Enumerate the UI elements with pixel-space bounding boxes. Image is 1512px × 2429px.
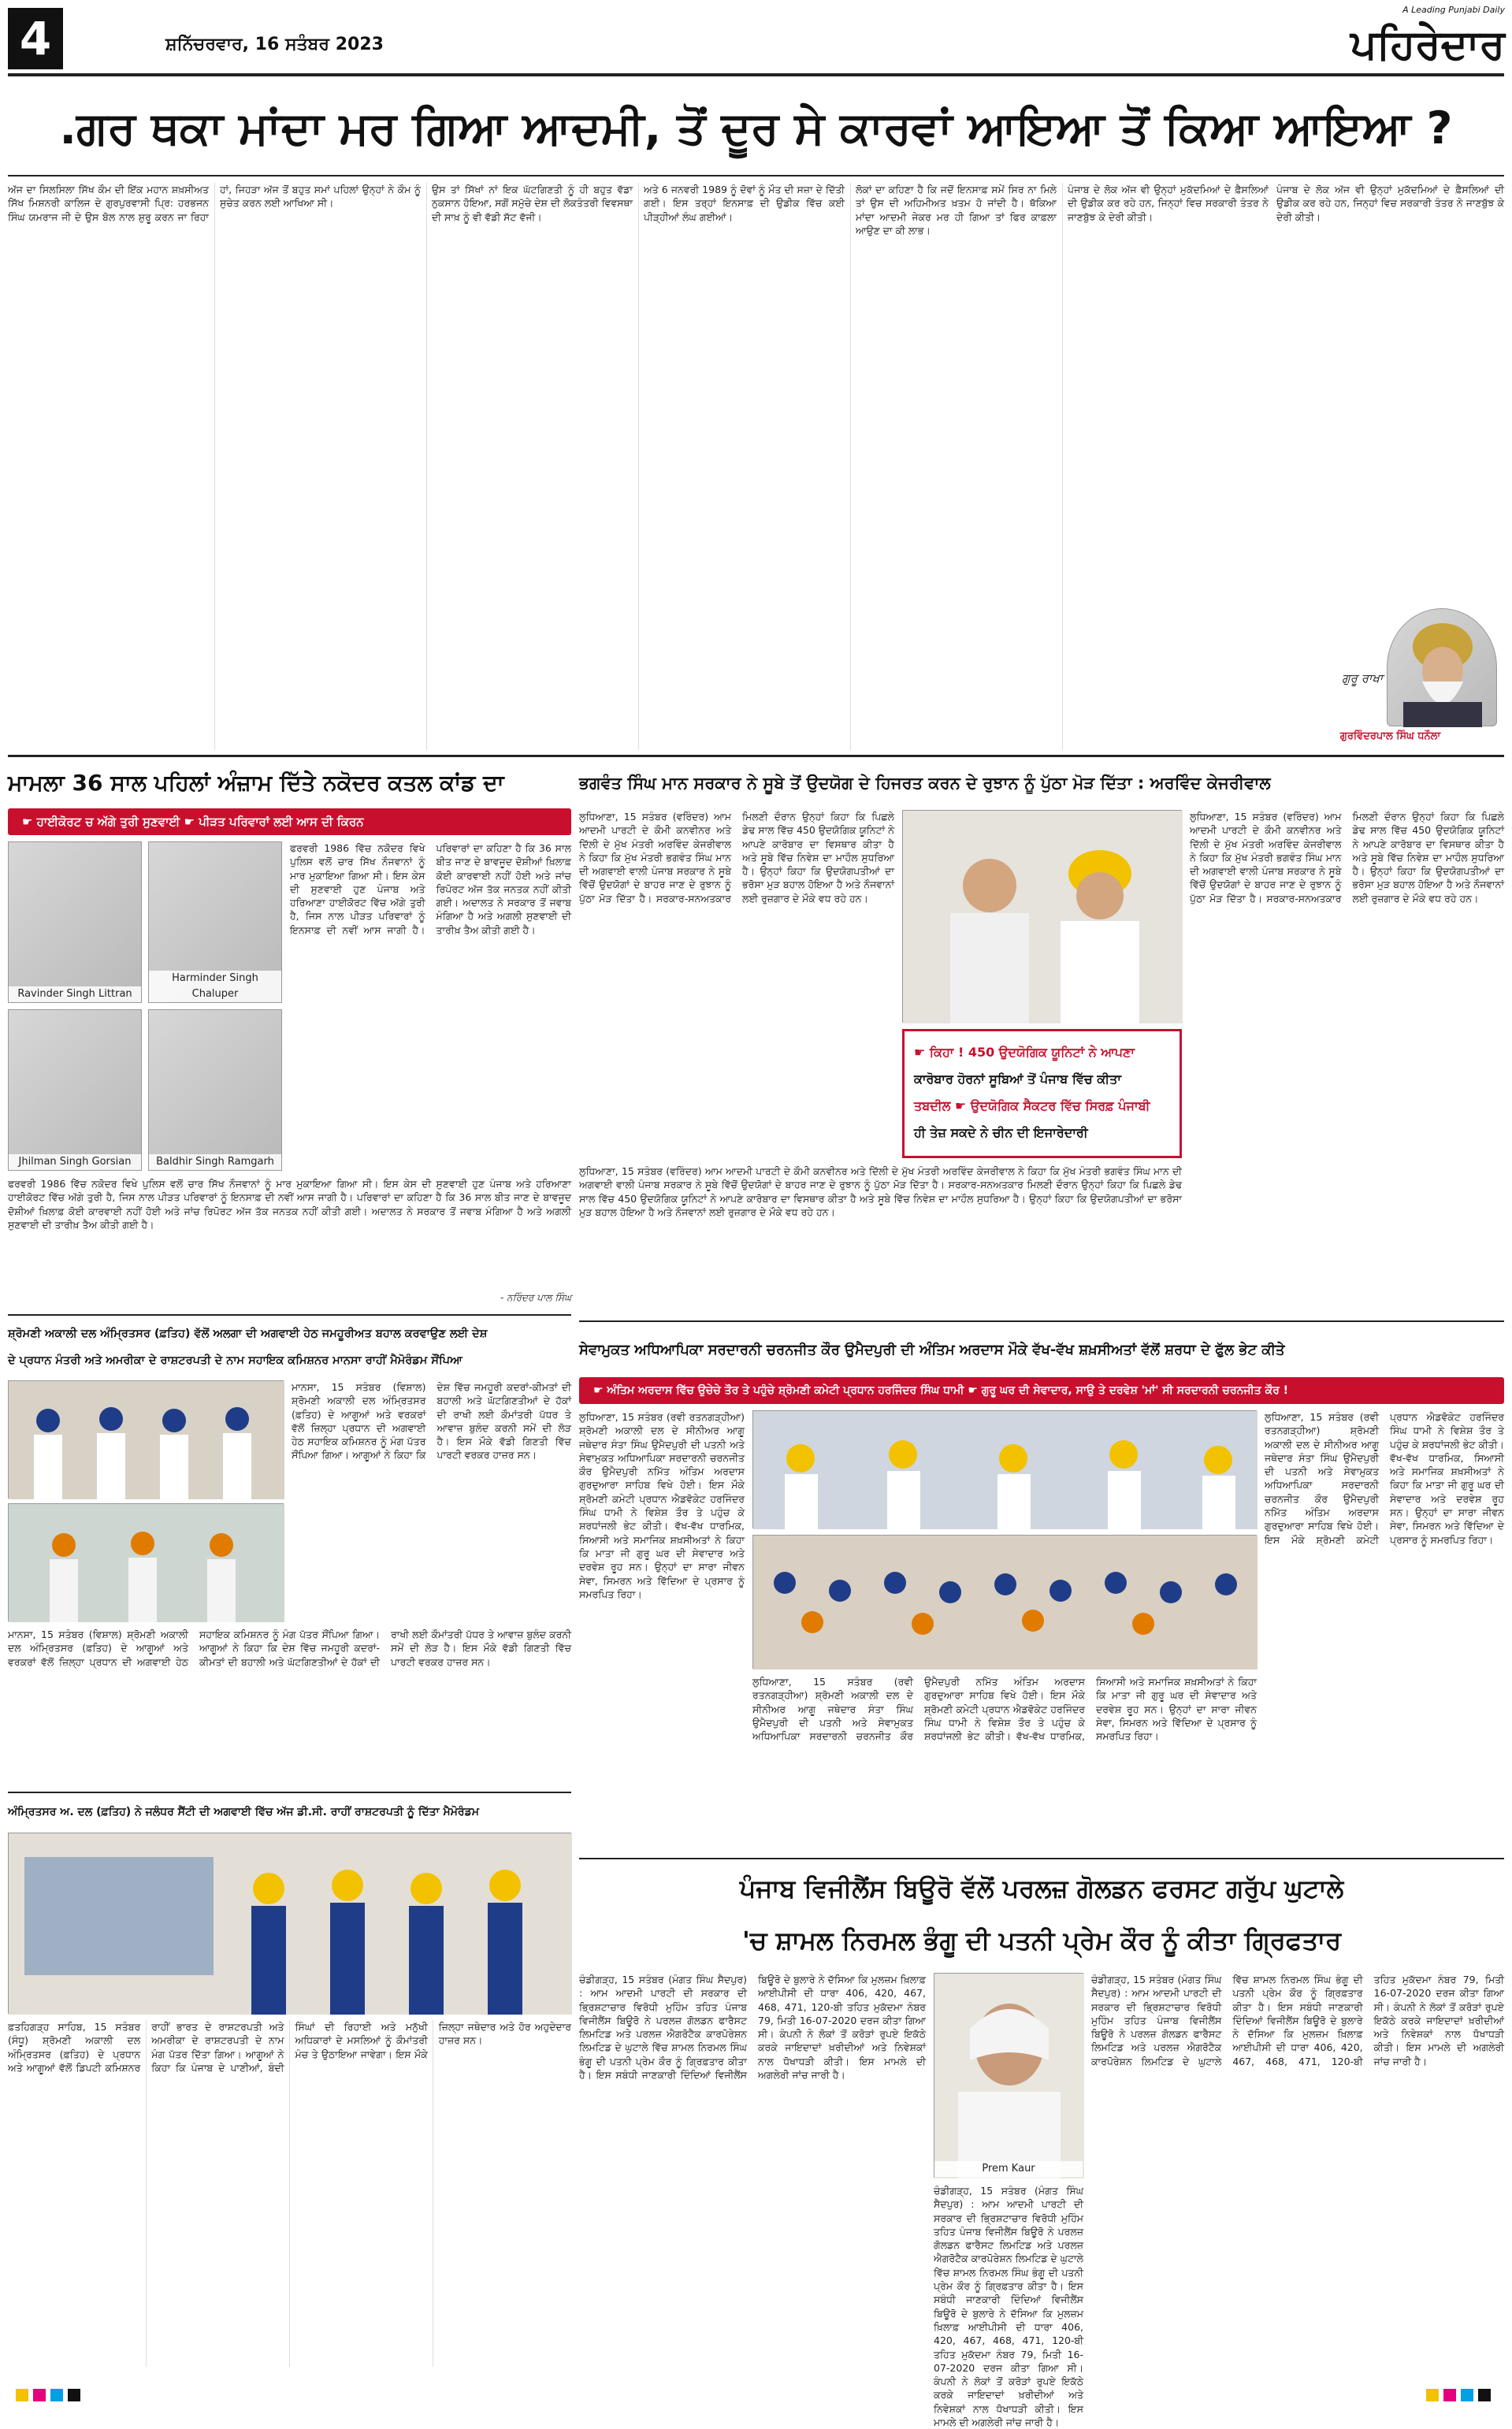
nakodar-byline: - ਨਰਿੰਦਰ ਪਾਲ ਸਿੰਘ — [500, 1292, 571, 1303]
memo-body-right: ਮਾਨਸਾ, 15 ਸਤੰਬਰ (ਵਿਸ਼ਾਲ) ਸ਼੍ਰੋਮਣੀ ਅਕਾਲੀ ਦਲ ਅੰਮ੍ਰਿਤਸਰ (ਫ਼ਤਿਹ) ਦੇ ਆਗੂਆਂ ਅਤੇ ਵਰਕਰਾਂ ਵੱਲੋਂ ਜ਼ਿਲ੍ਹਾ ਪ੍ਰਧਾਨ ਦੀ ਅਗਵਾਈ ਹੇਠ ਸਹਾਇਕ ਕਮਿਸ਼ਨਰ ਨੂੰ ਮੰਗ ਪੱਤਰ ਸੌਂਪਿਆ ਗਿਆ। ਆਗੂਆਂ ਨੇ ਕਿਹਾ ਕਿ ਦੇਸ਼ ਵਿੱਚ ਜਮਹੂਰੀ ਕਦਰਾਂ-ਕੀਮਤਾਂ ਦੀ ਬਹਾਲੀ ਅਤੇ ਘੱਟਗਿਣਤੀਆਂ ਦੇ ਹੱਕਾਂ ਦੀ ਰਾਖੀ ਲਈ ਕੌਮਾਂਤਰੀ ਪੱਧਰ ਤੇ ਆਵਾਜ਼ ਬੁਲੰਦ ਕਰਨੀ ਸਮੇਂ ਦੀ ਲੋੜ ਹੈ। ਇਸ ਮੌਕੇ ਵੱਡੀ ਗਿਣਤੀ ਵਿੱਚ ਪਾਰਟੀ ਵਰਕਰ ਹਾਜ਼ਰ ਸਨ। — [292, 1381, 571, 1461]
ardas-body-bottom: ਲੁਧਿਆਣਾ, 15 ਸਤੰਬਰ (ਰਵੀ ਰਤਨਗੜ੍ਹੀਆ) ਸ਼੍ਰੋਮਣੀ ਅਕਾਲੀ ਦਲ ਦੇ ਸੀਨੀਅਰ ਆਗੂ ਜਥੇਦਾਰ ਸੰਤਾ ਸਿੰਘ ਉਮੈਦਪੁਰੀ ਦੀ ਪਤਨੀ ਅਤੇ ਸੇਵਾਮੁਕਤ ਅਧਿਆਪਿਕਾ ਸਰਦਾਰਨੀ ਚਰਨਜੀਤ ਕੌਰ ਉਮੈਦਪੁਰੀ ਨਮਿੱਤ ਅੰਤਿਮ ਅਰਦਾਸ ਗੁਰਦੁਆਰਾ ਸਾਹਿਬ ਵਿਖੇ ਹੋਈ। ਇਸ ਮੌਕੇ ਸ਼੍ਰੋਮਣੀ ਕਮੇਟੀ ਪ੍ਰਧਾਨ ਐਡਵੋਕੇਟ ਹਰਜਿੰਦਰ ਸਿੰਘ ਧਾਮੀ ਨੇ ਵਿਸ਼ੇਸ਼ ਤੌਰ ਤੇ ਪਹੁੰਚ ਕੇ ਸ਼ਰਧਾਂਜਲੀ ਭੇਟ ਕੀਤੀ। ਵੱਖ-ਵੱਖ ਧਾਰਮਿਕ, ਸਿਆਸੀ ਅਤੇ ਸਮਾਜਿਕ ਸ਼ਖ਼ਸੀਅਤਾਂ ਨੇ ਕਿਹਾ ਕਿ ਮਾਤਾ ਜੀ ਗੁਰੂ ਘਰ ਦੀ ਸੇਵਾਦਾਰ ਅਤੇ ਦਰਵੇਸ਼ ਰੂਹ ਸਨ। ਉਨ੍ਹਾਂ ਦਾ ਸਾਰਾ ਜੀਵਨ ਸੇਵਾ, ਸਿਮਰਨ ਅਤੇ ਵਿੱਦਿਆ ਦੇ ਪ੍ਰਸਾਰ ਨੂੰ ਸਮਰਪਿਤ ਰਿਹਾ। — [752, 1676, 1257, 1743]
lead-rule — [8, 175, 1504, 176]
kejriwal-body-left: ਲੁਧਿਆਣਾ, 15 ਸਤੰਬਰ (ਵਰਿੰਦਰ) ਆਮ ਆਦਮੀ ਪਾਰਟੀ ਦੇ ਕੌਮੀ ਕਨਵੀਨਰ ਅਤੇ ਦਿੱਲੀ ਦੇ ਮੁੱਖ ਮੰਤਰੀ ਅਰਵਿੰਦ ਕੇਜਰੀਵਾਲ ਨੇ ਕਿਹਾ ਕਿ ਮੁੱਖ ਮੰਤਰੀ ਭਗਵੰਤ ਸਿੰਘ ਮਾਨ ਦੀ ਅਗਵਾਈ ਵਾਲੀ ਪੰਜਾਬ ਸਰਕਾਰ ਨੇ ਸੂਬੇ ਵਿੱਚੋਂ ਉਦਯੋਗਾਂ ਦੇ ਬਾਹਰ ਜਾਣ ਦੇ ਰੁਝਾਨ ਨੂੰ ਪੁੱਠਾ ਮੋੜ ਦਿੱਤਾ ਹੈ। ਸਰਕਾਰ-ਸਨਅਤਕਾਰ ਮਿਲਣੀ ਦੌਰਾਨ ਉਨ੍ਹਾਂ ਕਿਹਾ ਕਿ ਪਿਛਲੇ ਡੇਢ ਸਾਲ ਵਿੱਚ 450 ਉਦਯੋਗਿਕ ਯੂਨਿਟਾਂ ਨੇ ਆਪਣੇ ਕਾਰੋਬਾਰ ਦਾ ਵਿਸਥਾਰ ਕੀਤਾ ਹੈ ਅਤੇ ਸੂਬੇ ਵਿੱਚ ਨਿਵੇਸ਼ ਦਾ ਮਾਹੌਲ ਸੁਧਰਿਆ ਹੈ। ਉਨ੍ਹਾਂ ਕਿਹਾ ਕਿ ਉਦਯੋਗਪਤੀਆਂ ਦਾ ਭਰੋਸਾ ਮੁੜ ਬਹਾਲ ਹੋਇਆ ਹੈ ਅਤੇ ਨੌਜਵਾਨਾਂ ਲਈ ਰੁਜ਼ਗਾਰ ਦੇ ਮੌਕੇ ਵਧ ਰਹੇ ਹਨ। — [579, 811, 894, 904]
ardas-body-right: ਲੁਧਿਆਣਾ, 15 ਸਤੰਬਰ (ਰਵੀ ਰਤਨਗੜ੍ਹੀਆ) ਸ਼੍ਰੋਮਣੀ ਅਕਾਲੀ ਦਲ ਦੇ ਸੀਨੀਅਰ ਆਗੂ ਜਥੇਦਾਰ ਸੰਤਾ ਸਿੰਘ ਉਮੈਦਪੁਰੀ ਦੀ ਪਤਨੀ ਅਤੇ ਸੇਵਾਮੁਕਤ ਅਧਿਆਪਿਕਾ ਸਰਦਾਰਨੀ ਚਰਨਜੀਤ ਕੌਰ ਉਮੈਦਪੁਰੀ ਨਮਿੱਤ ਅੰਤਿਮ ਅਰਦਾਸ ਗੁਰਦੁਆਰਾ ਸਾਹਿਬ ਵਿਖੇ ਹੋਈ। ਇਸ ਮੌਕੇ ਸ਼੍ਰੋਮਣੀ ਕਮੇਟੀ ਪ੍ਰਧਾਨ ਐਡਵੋਕੇਟ ਹਰਜਿੰਦਰ ਸਿੰਘ ਧਾਮੀ ਨੇ ਵਿਸ਼ੇਸ਼ ਤੌਰ ਤੇ ਪਹੁੰਚ ਕੇ ਸ਼ਰਧਾਂਜਲੀ ਭੇਟ ਕੀਤੀ। ਵੱਖ-ਵੱਖ ਧਾਰਮਿਕ, ਸਿਆਸੀ ਅਤੇ ਸਮਾਜਿਕ ਸ਼ਖ਼ਸੀਅਤਾਂ ਨੇ ਕਿਹਾ ਕਿ ਮਾਤਾ ਜੀ ਗੁਰੂ ਘਰ ਦੀ ਸੇਵਾਦਾਰ ਅਤੇ ਦਰਵੇਸ਼ ਰੂਹ ਸਨ। ਉਨ੍ਹਾਂ ਦਾ ਸਾਰਾ ਜੀਵਨ ਸੇਵਾ, ਸਿਮਰਨ ਅਤੇ ਵਿੱਦਿਆ ਦੇ ਪ੍ਰਸਾਰ ਨੂੰ ਸਮਰਪਿਤ ਰਿਹਾ। — [1265, 1411, 1504, 1546]
photo-caption: Baldhir Singh Ramgarh — [149, 1154, 281, 1170]
kejriwal-headline: ਭਗਵੰਤ ਸਿੰਘ ਮਾਨ ਸਰਕਾਰ ਨੇ ਸੂਬੇ ਤੋਂ ਉਦਯੋਗ ਦੇ ਹਿਜਰਤ ਕਰਨ ਦੇ ਰੁਝਾਨ ਨੂੰ ਪੁੱਠਾ ਮੋੜ ਦਿੱਤਾ : ਅਰਵਿੰਦ ਕੇਜਰੀਵਾਲ — [579, 774, 1271, 793]
quote-line: ਹੀ ਤੇਜ਼ ਸਕਦੇ ਨੇ ਚੀਨ ਦੀ ਇਜਾਰੇਦਾਰੀ — [914, 1125, 1088, 1140]
quote-line: ਤਬਦੀਲ ☛ ਉਦਯੋਗਿਕ ਸੈਕਟਰ ਵਿੱਚ ਸਿਰਫ਼ ਪੰਜਾਬੀ — [914, 1098, 1150, 1113]
lead-paragraph: ਅੱਜ ਦਾ ਸਿਲਸਿਲਾ ਸਿੱਖ ਕੌਮ ਦੀ ਇੱਕ ਮਹਾਨ ਸ਼ਖ਼ਸੀਅਤ ਸਿੱਖ ਮਿਸ਼ਨਰੀ ਕਾਲਿਜ ਦੇ ਗੁਰਪੁਰਵਾਸੀ ਪ੍ਰਿ: ਹਰਭਜਨ ਸਿੰਘ ਯਮਰਾਜ ਜੀ ਦੇ ਉਸ ਬੋਲ ਨਾਲ ਸ਼ੁਰੂ ਕਰਨ ਜਾ ਰਿਹਾ ਹਾਂ, ਜਿਹੜਾ ਅੱਜ ਤੋਂ ਬਹੁਤ ਸਮਾਂ ਪਹਿਲਾਂ ਉਨ੍ਹਾਂ ਨੇ ਕੌਮ ਨੂੰ ਸੁਚੇਤ ਕਰਨ ਲਈ ਆਖਿਆ ਸੀ। — [8, 184, 421, 223]
quote-line: ☛ ਕਿਹਾ ! 450 ਉਦਯੋਗਿਕ ਯੂਨਿਟਾਂ ਨੇ ਆਪਣਾ — [914, 1045, 1135, 1060]
crowd-photo-icon — [753, 1536, 1258, 1669]
lead-headline: .ਗਰ ਥਕਾ ਮਾਂਦਾ ਮਰ ਗਿਆ ਆਦਮੀ, ਤੋਂ ਦੂਰ ਸੇ ਕਾਰਵਾਂ ਆਇਆ ਤੋਂ ਕਿਆ ਆਇਆ ? — [59, 102, 1453, 154]
jalandhar-rule — [8, 1792, 571, 1793]
group-photo-icon — [9, 1381, 284, 1499]
vigilance-rule — [579, 1858, 1504, 1859]
ardas-body-left: ਲੁਧਿਆਣਾ, 15 ਸਤੰਬਰ (ਰਵੀ ਰਤਨਗੜ੍ਹੀਆ) ਸ਼੍ਰੋਮਣੀ ਅਕਾਲੀ ਦਲ ਦੇ ਸੀਨੀਅਰ ਆਗੂ ਜਥੇਦਾਰ ਸੰਤਾ ਸਿੰਘ ਉਮੈਦਪੁਰੀ ਦੀ ਪਤਨੀ ਅਤੇ ਸੇਵਾਮੁਕਤ ਅਧਿਆਪਿਕਾ ਸਰਦਾਰਨੀ ਚਰਨਜੀਤ ਕੌਰ ਉਮੈਦਪੁਰੀ ਨਮਿੱਤ ਅੰਤਿਮ ਅਰਦਾਸ ਗੁਰਦੁਆਰਾ ਸਾਹਿਬ ਵਿਖੇ ਹੋਈ। ਇਸ ਮੌਕੇ ਸ਼੍ਰੋਮਣੀ ਕਮੇਟੀ ਪ੍ਰਧਾਨ ਐਡਵੋਕੇਟ ਹਰਜਿੰਦਰ ਸਿੰਘ ਧਾਮੀ ਨੇ ਵਿਸ਼ੇਸ਼ ਤੌਰ ਤੇ ਪਹੁੰਚ ਕੇ ਸ਼ਰਧਾਂਜਲੀ ਭੇਟ ਕੀਤੀ। ਵੱਖ-ਵੱਖ ਧਾਰਮਿਕ, ਸਿਆਸੀ ਅਤੇ ਸਮਾਜਿਕ ਸ਼ਖ਼ਸੀਅਤਾਂ ਨੇ ਕਿਹਾ ਕਿ ਮਾਤਾ ਜੀ ਗੁਰੂ ਘਰ ਦੀ ਸੇਵਾਦਾਰ ਅਤੇ ਦਰਵੇਸ਼ ਰੂਹ ਸਨ। ਉਨ੍ਹਾਂ ਦਾ ਸਾਰਾ ਜੀਵਨ ਸੇਵਾ, ਸਿਮਰਨ ਅਤੇ ਵਿੱਦਿਆ ਦੇ ਪ੍ਰਸਾਰ ਨੂੰ ਸਮਰਪਿਤ ਰਿਹਾ। — [579, 1411, 745, 1600]
vigilance-body-right: ਚੰਡੀਗੜ੍ਹ, 15 ਸਤੰਬਰ (ਮੰਗਤ ਸਿੰਘ ਸੈਦਪੁਰ) : ਆਮ ਆਦਮੀ ਪਾਰਟੀ ਦੀ ਸਰਕਾਰ ਦੀ ਭ੍ਰਿਸ਼ਟਾਚਾਰ ਵਿਰੋਧੀ ਮੁਹਿੰਮ ਤਹਿਤ ਪੰਜਾਬ ਵਿਜੀਲੈਂਸ ਬਿਊਰੋ ਨੇ ਪਰਲਜ਼ ਗੋਲਡਨ ਫਾਰੈਸਟ ਲਿਮਟਿਡ ਅਤੇ ਪਰਲਜ਼ ਐਗਰੋਟੈਕ ਕਾਰਪੋਰੇਸ਼ਨ ਲਿਮਟਿਡ ਦੇ ਘੁਟਾਲੇ ਵਿੱਚ ਸ਼ਾਮਲ ਨਿਰਮਲ ਸਿੰਘ ਭੰਗੂ ਦੀ ਪਤਨੀ ਪ੍ਰੇਮ ਕੌਰ ਨੂੰ ਗ੍ਰਿਫ਼ਤਾਰ ਕੀਤਾ ਹੈ। ਇਸ ਸਬੰਧੀ ਜਾਣਕਾਰੀ ਦਿੰਦਿਆਂ ਵਿਜੀਲੈਂਸ ਬਿਊਰੋ ਦੇ ਬੁਲਾਰੇ ਨੇ ਦੱਸਿਆ ਕਿ ਮੁਲਜ਼ਮ ਖ਼ਿਲਾਫ਼ ਆਈਪੀਸੀ ਦੀ ਧਾਰਾ 406, 420, 467, 468, 471, 120-ਬੀ ਤਹਿਤ ਮੁਕੱਦਮਾ ਨੰਬਰ 79, ਮਿਤੀ 16-07-2020 ਦਰਜ ਕੀਤਾ ਗਿਆ ਸੀ। ਕੰਪਨੀ ਨੇ ਲੋਕਾਂ ਤੋਂ ਕਰੋੜਾਂ ਰੁਪਏ ਇਕੱਠੇ ਕਰਕੇ ਜਾਇਦਾਦਾਂ ਖ਼ਰੀਦੀਆਂ ਅਤੇ ਨਿਵੇਸ਼ਕਾਂ ਨਾਲ ਧੋਖਾਧੜੀ ਕੀਤੀ। ਇਸ ਮਾਮਲੇ ਦੀ ਅਗਲੇਰੀ ਜਾਂਚ ਜਾਰੀ ਹੈ। — [1091, 1974, 1504, 2067]
lead-paragraph: ਉਸ ਤਾਂ ਸਿੱਖਾਂ ਨਾਂ ਇਕ ਘੱਟਗਿਣਤੀ ਨੂੰ ਹੀ ਬਹੁਤ ਵੱਡਾ ਨੁਕਸਾਨ ਹੋਇਆ, ਸਗੋਂ ਸਮੁੱਚੇ ਦੇਸ਼ ਦੀ ਲੋਕਤੰਤਰੀ ਵਿਵਸਥਾ ਦੀ ਸਾਖ਼ ਨੂੰ ਵੀ ਵੱਡੀ ਸੱਟ ਵੱਜੀ। — [432, 184, 633, 223]
registration-mark — [16, 2389, 28, 2401]
masthead — [0, 0, 1512, 76]
author-name: ਗੁਰਵਿੰਦਰਪਾਲ ਸਿੰਘ ਧਨੌਲਾ — [1339, 730, 1441, 742]
ardas-strap: ☛ ਅੰਤਿਮ ਅਰਦਾਸ ਵਿੱਚ ਉਚੇਚੇ ਤੌਰ ਤੇ ਪਹੁੰਚੇ ਸ਼੍ਰੋਮਣੀ ਕਮੇਟੀ ਪ੍ਰਧਾਨ ਹਰਜਿੰਦਰ ਸਿੰਘ ਧਾਮੀ ☛ ਗੁਰੂ ਘਰ ਦੀ ਸੇਵਾਦਾਰ, ਸਾਉ ਤੇ ਦਰਵੇਸ਼ 'ਮਾਂ' ਸੀ ਸਰਦਾਰਨੀ ਚਰਨਜੀਤ ਕੌਰ ! — [579, 1377, 1504, 1404]
kejriwal-photo — [902, 810, 1182, 1023]
memo-headline-line1: ਸ਼੍ਰੋਮਣੀ ਅਕਾਲੀ ਦਲ ਅੰਮ੍ਰਿਤਸਰ (ਫ਼ਤਿਹ) ਵੱਲੋਂ ਅਲਗਾ ਦੀ ਅਗਵਾਈ ਹੇਠ ਜਮਹੂਰੀਅਤ ਬਹਾਲ ਕਰਵਾਉਣ ਲਈ ਦੇਸ਼ — [8, 1328, 488, 1340]
victim-photo — [8, 1009, 142, 1171]
nakodar-body: ਫਰਵਰੀ 1986 ਵਿੱਚ ਨਕੋਦਰ ਵਿਖੇ ਪੁਲਿਸ ਵਲੋਂ ਚਾਰ ਸਿੱਖ ਨੌਜਵਾਨਾਂ ਨੂੰ ਮਾਰ ਮੁਕਾਇਆ ਗਿਆ ਸੀ। ਇਸ ਕੇਸ ਦੀ ਸੁਣਵਾਈ ਹੁਣ ਪੰਜਾਬ ਅਤੇ ਹਰਿਆਣਾ ਹਾਈਕੋਰਟ ਵਿੱਚ ਅੱਗੇ ਤੁਰੀ ਹੈ, ਜਿਸ ਨਾਲ ਪੀੜਤ ਪਰਿਵਾਰਾਂ ਨੂੰ ਇਨਸਾਫ਼ ਦੀ ਨਵੀਂ ਆਸ ਜਾਗੀ ਹੈ। ਪਰਿਵਾਰਾਂ ਦਾ ਕਹਿਣਾ ਹੈ ਕਿ 36 ਸਾਲ ਬੀਤ ਜਾਣ ਦੇ ਬਾਵਜੂਦ ਦੋਸ਼ੀਆਂ ਖ਼ਿਲਾਫ਼ ਕੋਈ ਕਾਰਵਾਈ ਨਹੀਂ ਹੋਈ ਅਤੇ ਜਾਂਚ ਰਿਪੋਰਟ ਅੱਜ ਤੱਕ ਜਨਤਕ ਨਹੀਂ ਕੀਤੀ ਗਈ। ਅਦਾਲਤ ਨੇ ਸਰਕਾਰ ਤੋਂ ਜਵਾਬ ਮੰਗਿਆ ਹੈ ਅਤੇ ਅਗਲੀ ਸੁਣਵਾਈ ਦੀ ਤਾਰੀਖ਼ ਤੈਅ ਕੀਤੀ ਗਈ ਹੈ। — [290, 842, 571, 936]
kejriwal-body-right: ਲੁਧਿਆਣਾ, 15 ਸਤੰਬਰ (ਵਰਿੰਦਰ) ਆਮ ਆਦਮੀ ਪਾਰਟੀ ਦੇ ਕੌਮੀ ਕਨਵੀਨਰ ਅਤੇ ਦਿੱਲੀ ਦੇ ਮੁੱਖ ਮੰਤਰੀ ਅਰਵਿੰਦ ਕੇਜਰੀਵਾਲ ਨੇ ਕਿਹਾ ਕਿ ਮੁੱਖ ਮੰਤਰੀ ਭਗਵੰਤ ਸਿੰਘ ਮਾਨ ਦੀ ਅਗਵਾਈ ਵਾਲੀ ਪੰਜਾਬ ਸਰਕਾਰ ਨੇ ਸੂਬੇ ਵਿੱਚੋਂ ਉਦਯੋਗਾਂ ਦੇ ਬਾਹਰ ਜਾਣ ਦੇ ਰੁਝਾਨ ਨੂੰ ਪੁੱਠਾ ਮੋੜ ਦਿੱਤਾ ਹੈ। ਸਰਕਾਰ-ਸਨਅਤਕਾਰ ਮਿਲਣੀ ਦੌਰਾਨ ਉਨ੍ਹਾਂ ਕਿਹਾ ਕਿ ਪਿਛਲੇ ਡੇਢ ਸਾਲ ਵਿੱਚ 450 ਉਦਯੋਗਿਕ ਯੂਨਿਟਾਂ ਨੇ ਆਪਣੇ ਕਾਰੋਬਾਰ ਦਾ ਵਿਸਥਾਰ ਕੀਤਾ ਹੈ ਅਤੇ ਸੂਬੇ ਵਿੱਚ ਨਿਵੇਸ਼ ਦਾ ਮਾਹੌਲ ਸੁਧਰਿਆ ਹੈ। ਉਨ੍ਹਾਂ ਕਿਹਾ ਕਿ ਉਦਯੋਗਪਤੀਆਂ ਦਾ ਭਰੋਸਾ ਮੁੜ ਬਹਾਲ ਹੋਇਆ ਹੈ ਅਤੇ ਨੌਜਵਾਨਾਂ ਲਈ ਰੁਜ਼ਗਾਰ ਦੇ ਮੌਕੇ ਵਧ ਰਹੇ ਹਨ। — [1190, 811, 1504, 904]
ardas-rule — [579, 1320, 1504, 1322]
vigilance-body-left: ਚੰਡੀਗੜ੍ਹ, 15 ਸਤੰਬਰ (ਮੰਗਤ ਸਿੰਘ ਸੈਦਪੁਰ) : ਆਮ ਆਦਮੀ ਪਾਰਟੀ ਦੀ ਸਰਕਾਰ ਦੀ ਭ੍ਰਿਸ਼ਟਾਚਾਰ ਵਿਰੋਧੀ ਮੁਹਿੰਮ ਤਹਿਤ ਪੰਜਾਬ ਵਿਜੀਲੈਂਸ ਬਿਊਰੋ ਨੇ ਪਰਲਜ਼ ਗੋਲਡਨ ਫਾਰੈਸਟ ਲਿਮਟਿਡ ਅਤੇ ਪਰਲਜ਼ ਐਗਰੋਟੈਕ ਕਾਰਪੋਰੇਸ਼ਨ ਲਿਮਟਿਡ ਦੇ ਘੁਟਾਲੇ ਵਿੱਚ ਸ਼ਾਮਲ ਨਿਰਮਲ ਸਿੰਘ ਭੰਗੂ ਦੀ ਪਤਨੀ ਪ੍ਰੇਮ ਕੌਰ ਨੂੰ ਗ੍ਰਿਫ਼ਤਾਰ ਕੀਤਾ ਹੈ। ਇਸ ਸਬੰਧੀ ਜਾਣਕਾਰੀ ਦਿੰਦਿਆਂ ਵਿਜੀਲੈਂਸ ਬਿਊਰੋ ਦੇ ਬੁਲਾਰੇ ਨੇ ਦੱਸਿਆ ਕਿ ਮੁਲਜ਼ਮ ਖ਼ਿਲਾਫ਼ ਆਈਪੀਸੀ ਦੀ ਧਾਰਾ 406, 420, 467, 468, 471, 120-ਬੀ ਤਹਿਤ ਮੁਕੱਦਮਾ ਨੰਬਰ 79, ਮਿਤੀ 16-07-2020 ਦਰਜ ਕੀਤਾ ਗਿਆ ਸੀ। ਕੰਪਨੀ ਨੇ ਲੋਕਾਂ ਤੋਂ ਕਰੋੜਾਂ ਰੁਪਏ ਇਕੱਠੇ ਕਰਕੇ ਜਾਇਦਾਦਾਂ ਖ਼ਰੀਦੀਆਂ ਅਤੇ ਨਿਵੇਸ਼ਕਾਂ ਨਾਲ ਧੋਖਾਧੜੀ ਕੀਤੀ। ਇਸ ਮਾਮਲੇ ਦੀ ਅਗਲੇਰੀ ਜਾਂਚ ਜਾਰੀ ਹੈ। — [579, 1974, 926, 2082]
lead-side-text: ਪੰਜਾਬ ਦੇ ਲੋਕ ਅੱਜ ਵੀ ਉਨ੍ਹਾਂ ਮੁਕੱਦਮਿਆਂ ਦੇ ਫ਼ੈਸਲਿਆਂ ਦੀ ਉਡੀਕ ਕਰ ਰਹੇ ਹਨ, ਜਿਨ੍ਹਾਂ ਵਿਚ ਸਰਕਾਰੀ ਤੰਤਰ ਨੇ ਜਾਣਬੁੱਝ ਕੇ ਦੇਰੀ ਕੀਤੀ। — [1276, 184, 1504, 223]
vigilance-photo — [934, 1973, 1083, 2178]
lead-paragraph: ਅਤੇ 6 ਜਨਵਰੀ 1989 ਨੂੰ ਦੋਵਾਂ ਨੂੰ ਮੌਤ ਦੀ ਸਜ਼ਾ ਦੇ ਦਿੱਤੀ ਗਈ। ਇਸ ਤਰ੍ਹਾਂ ਇਨਸਾਫ਼ ਦੀ ਉਡੀਕ ਵਿੱਚ ਕਈ ਪੀੜ੍ਹੀਆਂ ਲੰਘ ਗਈਆਂ। — [644, 184, 845, 223]
photo-caption: Jhilman Singh Gorsian — [9, 1154, 141, 1170]
group-photo-icon — [9, 1504, 284, 1622]
author-box — [1276, 183, 1504, 750]
vigilance-headline-line1: ਪੰਜਾਬ ਵਿਜੀਲੈਂਸ ਬਿਊਰੋ ਵੱਲੋਂ ਪਰਲਜ਼ ਗੋਲਡਨ ਫਰਸਟ ਗਰੁੱਪ ਘੁਟਾਲੇ — [739, 1874, 1344, 1903]
ardas-photo-crowd — [752, 1535, 1257, 1669]
newspaper-logo: ਪਹਿਰੇਦਾਰ — [1350, 20, 1505, 69]
registration-mark — [1478, 2389, 1491, 2401]
lead-paragraph: ਪੰਜਾਬ ਦੇ ਲੋਕ ਅੱਜ ਵੀ ਉਨ੍ਹਾਂ ਮੁਕੱਦਮਿਆਂ ਦੇ ਫ਼ੈਸਲਿਆਂ ਦੀ ਉਡੀਕ ਕਰ ਰਹੇ ਹਨ, ਜਿਨ੍ਹਾਂ ਵਿਚ ਸਰਕਾਰੀ ਤੰਤਰ ਨੇ ਜਾਣਬੁੱਝ ਕੇ ਦੇਰੀ ਕੀਤੀ। — [1068, 184, 1269, 223]
masthead-tagline: A Leading Punjabi Daily — [1402, 5, 1505, 15]
lead-paragraph: ਲੋਕਾਂ ਦਾ ਕਹਿਣਾ ਹੈ ਕਿ ਜਦੋਂ ਇਨਸਾਫ਼ ਸਮੇਂ ਸਿਰ ਨਾ ਮਿਲੇ ਤਾਂ ਉਸ ਦੀ ਅਹਿਮੀਅਤ ਖ਼ਤਮ ਹੋ ਜਾਂਦੀ ਹੈ। ਥੱਕਿਆ ਮਾਂਦਾ ਆਦਮੀ ਜੇਕਰ ਮਰ ਹੀ ਗਿਆ ਤਾਂ ਫਿਰ ਕਾਫ਼ਲਾ ਆਉਣ ਦਾ ਕੀ ਲਾਭ। — [856, 184, 1057, 236]
issue-date: ਸ਼ਨਿੱਚਰਵਾਰ, 16 ਸਤੰਬਰ 2023 — [165, 35, 384, 54]
kejriwal-body-mid: ਲੁਧਿਆਣਾ, 15 ਸਤੰਬਰ (ਵਰਿੰਦਰ) ਆਮ ਆਦਮੀ ਪਾਰਟੀ ਦੇ ਕੌਮੀ ਕਨਵੀਨਰ ਅਤੇ ਦਿੱਲੀ ਦੇ ਮੁੱਖ ਮੰਤਰੀ ਅਰਵਿੰਦ ਕੇਜਰੀਵਾਲ ਨੇ ਕਿਹਾ ਕਿ ਮੁੱਖ ਮੰਤਰੀ ਭਗਵੰਤ ਸਿੰਘ ਮਾਨ ਦੀ ਅਗਵਾਈ ਵਾਲੀ ਪੰਜਾਬ ਸਰਕਾਰ ਨੇ ਸੂਬੇ ਵਿੱਚੋਂ ਉਦਯੋਗਾਂ ਦੇ ਬਾਹਰ ਜਾਣ ਦੇ ਰੁਝਾਨ ਨੂੰ ਪੁੱਠਾ ਮੋੜ ਦਿੱਤਾ ਹੈ। ਸਰਕਾਰ-ਸਨਅਤਕਾਰ ਮਿਲਣੀ ਦੌਰਾਨ ਉਨ੍ਹਾਂ ਕਿਹਾ ਕਿ ਪਿਛਲੇ ਡੇਢ ਸਾਲ ਵਿੱਚ 450 ਉਦਯੋਗਿਕ ਯੂਨਿਟਾਂ ਨੇ ਆਪਣੇ ਕਾਰੋਬਾਰ ਦਾ ਵਿਸਥਾਰ ਕੀਤਾ ਹੈ ਅਤੇ ਸੂਬੇ ਵਿੱਚ ਨਿਵੇਸ਼ ਦਾ ਮਾਹੌਲ ਸੁਧਰਿਆ ਹੈ। ਉਨ੍ਹਾਂ ਕਿਹਾ ਕਿ ਉਦਯੋਗਪਤੀਆਂ ਦਾ ਭਰੋਸਾ ਮੁੜ ਬਹਾਲ ਹੋਇਆ ਹੈ ਅਤੇ ਨੌਜਵਾਨਾਂ ਲਈ ਰੁਜ਼ਗਾਰ ਦੇ ਮੌਕੇ ਵਧ ਰਹੇ ਹਨ। — [579, 1165, 1182, 1218]
vigilance-body-under-photo: ਚੰਡੀਗੜ੍ਹ, 15 ਸਤੰਬਰ (ਮੰਗਤ ਸਿੰਘ ਸੈਦਪੁਰ) : ਆਮ ਆਦਮੀ ਪਾਰਟੀ ਦੀ ਸਰਕਾਰ ਦੀ ਭ੍ਰਿਸ਼ਟਾਚਾਰ ਵਿਰੋਧੀ ਮੁਹਿੰਮ ਤਹਿਤ ਪੰਜਾਬ ਵਿਜੀਲੈਂਸ ਬਿਊਰੋ ਨੇ ਪਰਲਜ਼ ਗੋਲਡਨ ਫਾਰੈਸਟ ਲਿਮਟਿਡ ਅਤੇ ਪਰਲਜ਼ ਐਗਰੋਟੈਕ ਕਾਰਪੋਰੇਸ਼ਨ ਲਿਮਟਿਡ ਦੇ ਘੁਟਾਲੇ ਵਿੱਚ ਸ਼ਾਮਲ ਨਿਰਮਲ ਸਿੰਘ ਭੰਗੂ ਦੀ ਪਤਨੀ ਪ੍ਰੇਮ ਕੌਰ ਨੂੰ ਗ੍ਰਿਫ਼ਤਾਰ ਕੀਤਾ ਹੈ। ਇਸ ਸਬੰਧੀ ਜਾਣਕਾਰੀ ਦਿੰਦਿਆਂ ਵਿਜੀਲੈਂਸ ਬਿਊਰੋ ਦੇ ਬੁਲਾਰੇ ਨੇ ਦੱਸਿਆ ਕਿ ਮੁਲਜ਼ਮ ਖ਼ਿਲਾਫ਼ ਆਈਪੀਸੀ ਦੀ ਧਾਰਾ 406, 420, 467, 468, 471, 120-ਬੀ ਤਹਿਤ ਮੁਕੱਦਮਾ ਨੰਬਰ 79, ਮਿਤੀ 16-07-2020 ਦਰਜ ਕੀਤਾ ਗਿਆ ਸੀ। ਕੰਪਨੀ ਨੇ ਲੋਕਾਂ ਤੋਂ ਕਰੋੜਾਂ ਰੁਪਏ ਇਕੱਠੇ ਕਰਕੇ ਜਾਇਦਾਦਾਂ ਖ਼ਰੀਦੀਆਂ ਅਤੇ ਨਿਵੇਸ਼ਕਾਂ ਨਾਲ ਧੋਖਾਧੜੀ ਕੀਤੀ। ਇਸ ਮਾਮਲੇ ਦੀ ਅਗਲੇਰੀ ਜਾਂਚ ਜਾਰੀ ਹੈ। — [934, 2185, 1083, 2429]
registration-mark — [50, 2389, 63, 2401]
page-number: 4 — [8, 8, 63, 69]
office-photo-icon — [9, 1833, 572, 2015]
gathering-photo-icon — [753, 1411, 1258, 1529]
portrait-photo-icon — [934, 1974, 1084, 2178]
author-photo — [1387, 608, 1497, 726]
turban-portrait-icon — [1388, 609, 1498, 727]
nakodar-strap: ☛ ਹਾਈਕੋਰਟ ਚ ਅੱਗੇ ਤੁਰੀ ਸੁਣਵਾਈ ☛ ਪੀੜਤ ਪਰਿਵਾਰਾਂ ਲਈ ਆਸ ਦੀ ਕਿਰਨ — [8, 808, 571, 835]
lead-body — [8, 183, 1269, 750]
ardas-headline: ਸੇਵਾਮੁਕਤ ਅਧਿਆਪਿਕਾ ਸਰਦਾਰਨੀ ਚਰਨਜੀਤ ਕੌਰ ਉਮੈਦਪੁਰੀ ਦੀ ਅੰਤਿਮ ਅਰਦਾਸ ਮੌਕੇ ਵੱਖ-ਵੱਖ ਸ਼ਖ਼ਸੀਅਤਾਂ ਵੱਲੋਂ ਸ਼ਰਧਾ ਦੇ ਫੁੱਲ ਭੇਟ ਕੀਤੇ — [579, 1342, 1285, 1358]
memo-photo-left — [8, 1380, 284, 1499]
masthead-rule — [8, 73, 1504, 76]
kejriwal-pull-quote — [902, 1029, 1182, 1158]
registration-mark — [1461, 2389, 1473, 2401]
victim-photo — [8, 841, 142, 1003]
leaders-photo-icon — [903, 811, 1183, 1023]
photo-caption: Prem Kaur — [934, 2161, 1083, 2177]
photo-caption: Harminder Singh Chaluper — [149, 971, 281, 1002]
registration-mark — [1426, 2389, 1439, 2401]
registration-mark — [68, 2389, 80, 2401]
footer-colorbar — [0, 2379, 1512, 2410]
registration-mark — [1443, 2389, 1456, 2401]
memo-body-bottom: ਮਾਨਸਾ, 15 ਸਤੰਬਰ (ਵਿਸ਼ਾਲ) ਸ਼੍ਰੋਮਣੀ ਅਕਾਲੀ ਦਲ ਅੰਮ੍ਰਿਤਸਰ (ਫ਼ਤਿਹ) ਦੇ ਆਗੂਆਂ ਅਤੇ ਵਰਕਰਾਂ ਵੱਲੋਂ ਜ਼ਿਲ੍ਹਾ ਪ੍ਰਧਾਨ ਦੀ ਅਗਵਾਈ ਹੇਠ ਸਹਾਇਕ ਕਮਿਸ਼ਨਰ ਨੂੰ ਮੰਗ ਪੱਤਰ ਸੌਂਪਿਆ ਗਿਆ। ਆਗੂਆਂ ਨੇ ਕਿਹਾ ਕਿ ਦੇਸ਼ ਵਿੱਚ ਜਮਹੂਰੀ ਕਦਰਾਂ-ਕੀਮਤਾਂ ਦੀ ਬਹਾਲੀ ਅਤੇ ਘੱਟਗਿਣਤੀਆਂ ਦੇ ਹੱਕਾਂ ਦੀ ਰਾਖੀ ਲਈ ਕੌਮਾਂਤਰੀ ਪੱਧਰ ਤੇ ਆਵਾਜ਼ ਬੁਲੰਦ ਕਰਨੀ ਸਮੇਂ ਦੀ ਲੋੜ ਹੈ। ਇਸ ਮੌਕੇ ਵੱਡੀ ਗਿਣਤੀ ਵਿੱਚ ਪਾਰਟੀ ਵਰਕਰ ਹਾਜ਼ਰ ਸਨ। — [8, 1629, 571, 1668]
registration-mark — [33, 2389, 46, 2401]
jalandhar-body: ਫ਼ਤਹਿਗੜ੍ਹ ਸਾਹਿਬ, 15 ਸਤੰਬਰ (ਸੰਧੂ) ਸ਼੍ਰੋਮਣੀ ਅਕਾਲੀ ਦਲ ਅੰਮ੍ਰਿਤਸਰ (ਫ਼ਤਿਹ) ਦੇ ਪ੍ਰਧਾਨ ਅਤੇ ਆਗੂਆਂ ਵੱਲੋਂ ਡਿਪਟੀ ਕਮਿਸ਼ਨਰ ਰਾਹੀਂ ਭਾਰਤ ਦੇ ਰਾਸ਼ਟਰਪਤੀ ਅਤੇ ਅਮਰੀਕਾ ਦੇ ਰਾਸ਼ਟਰਪਤੀ ਦੇ ਨਾਮ ਮੰਗ ਪੱਤਰ ਦਿੱਤਾ ਗਿਆ। ਆਗੂਆਂ ਨੇ ਕਿਹਾ ਕਿ ਪੰਜਾਬ ਦੇ ਪਾਣੀਆਂ, ਬੰਦੀ ਸਿੰਘਾਂ ਦੀ ਰਿਹਾਈ ਅਤੇ ਮਨੁੱਖੀ ਅਧਿਕਾਰਾਂ ਦੇ ਮਸਲਿਆਂ ਨੂੰ ਕੌਮਾਂਤਰੀ ਮੰਚ ਤੇ ਉਠਾਇਆ ਜਾਵੇਗਾ। ਇਸ ਮੌਕੇ ਜ਼ਿਲ੍ਹਾ ਜਥੇਦਾਰ ਅਤੇ ਹੋਰ ਅਹੁਦੇਦਾਰ ਹਾਜ਼ਰ ਸਨ। — [8, 2021, 571, 2074]
nakodar-headline: ਮਾਮਲਾ 36 ਸਾਲ ਪਹਿਲਾਂ ਅੰਜ਼ਾਮ ਦਿੱਤੇ ਨਕੋਦਰ ਕਤਲ ਕਾਂਡ ਦਾ — [8, 770, 504, 796]
quote-line: ਕਾਰੋਬਾਰ ਹੋਰਨਾਂ ਸੂਬਿਆਂ ਤੋਂ ਪੰਜਾਬ ਵਿੱਚ ਕੀਤਾ — [914, 1072, 1121, 1086]
victim-photo — [148, 841, 282, 1003]
victim-photo — [148, 1009, 282, 1171]
memo-headline-line2: ਦੇ ਪ੍ਰਧਾਨ ਮੰਤਰੀ ਅਤੇ ਅਮਰੀਕਾ ਦੇ ਰਾਸ਼ਟਰਪਤੀ ਦੇ ਨਾਮ ਸਹਾਇਕ ਕਮਿਸ਼ਨਰ ਮਾਨਸਾ ਰਾਹੀਂ ਮੈਮੋਰੰਡਮ ਸੌਂਪਿਆ — [8, 1354, 463, 1367]
memo-rule — [8, 1314, 571, 1316]
nakodar-body-bottom: ਫਰਵਰੀ 1986 ਵਿੱਚ ਨਕੋਦਰ ਵਿਖੇ ਪੁਲਿਸ ਵਲੋਂ ਚਾਰ ਸਿੱਖ ਨੌਜਵਾਨਾਂ ਨੂੰ ਮਾਰ ਮੁਕਾਇਆ ਗਿਆ ਸੀ। ਇਸ ਕੇਸ ਦੀ ਸੁਣਵਾਈ ਹੁਣ ਪੰਜਾਬ ਅਤੇ ਹਰਿਆਣਾ ਹਾਈਕੋਰਟ ਵਿੱਚ ਅੱਗੇ ਤੁਰੀ ਹੈ, ਜਿਸ ਨਾਲ ਪੀੜਤ ਪਰਿਵਾਰਾਂ ਨੂੰ ਇਨਸਾਫ਼ ਦੀ ਨਵੀਂ ਆਸ ਜਾਗੀ ਹੈ। ਪਰਿਵਾਰਾਂ ਦਾ ਕਹਿਣਾ ਹੈ ਕਿ 36 ਸਾਲ ਬੀਤ ਜਾਣ ਦੇ ਬਾਵਜੂਦ ਦੋਸ਼ੀਆਂ ਖ਼ਿਲਾਫ਼ ਕੋਈ ਕਾਰਵਾਈ ਨਹੀਂ ਹੋਈ ਅਤੇ ਜਾਂਚ ਰਿਪੋਰਟ ਅੱਜ ਤੱਕ ਜਨਤਕ ਨਹੀਂ ਕੀਤੀ ਗਈ। ਅਦਾਲਤ ਨੇ ਸਰਕਾਰ ਤੋਂ ਜਵਾਬ ਮੰਗਿਆ ਹੈ ਅਤੇ ਅਗਲੀ ਸੁਣਵਾਈ ਦੀ ਤਾਰੀਖ਼ ਤੈਅ ਕੀਤੀ ਗਈ ਹੈ। — [8, 1178, 571, 1231]
jalandhar-photo — [8, 1833, 571, 2014]
vigilance-headline-line2: 'ਚ ਸ਼ਾਮਲ ਨਿਰਮਲ ਭੰਗੂ ਦੀ ਪਤਨੀ ਪ੍ਰੇਮ ਕੌਰ ਨੂੰ ਕੀਤਾ ਗ੍ਰਿਫਤਾਰ — [741, 1926, 1342, 1955]
section-rule — [8, 755, 1504, 757]
memo-photo-right — [8, 1503, 284, 1621]
author-sign: ਗੁਰੂ ਰਾਖਾ — [1342, 671, 1383, 685]
jalandhar-headline: ਅੰਮ੍ਰਿਤਸਰ ਅ. ਦਲ (ਫ਼ਤਿਹ) ਨੇ ਜਲੰਧਰ ਸੈਂਟੀ ਦੀ ਅਗਵਾਈ ਵਿੱਚ ਅੱਜ ਡੀ.ਸੀ. ਰਾਹੀਂ ਰਾਸ਼ਟਰਪਤੀ ਨੂੰ ਦਿੱਤਾ ਮੈਮੋਰੰਡਮ — [8, 1806, 479, 1818]
ardas-photo-stage — [752, 1410, 1257, 1528]
photo-caption: Ravinder Singh Littran — [9, 986, 141, 1002]
